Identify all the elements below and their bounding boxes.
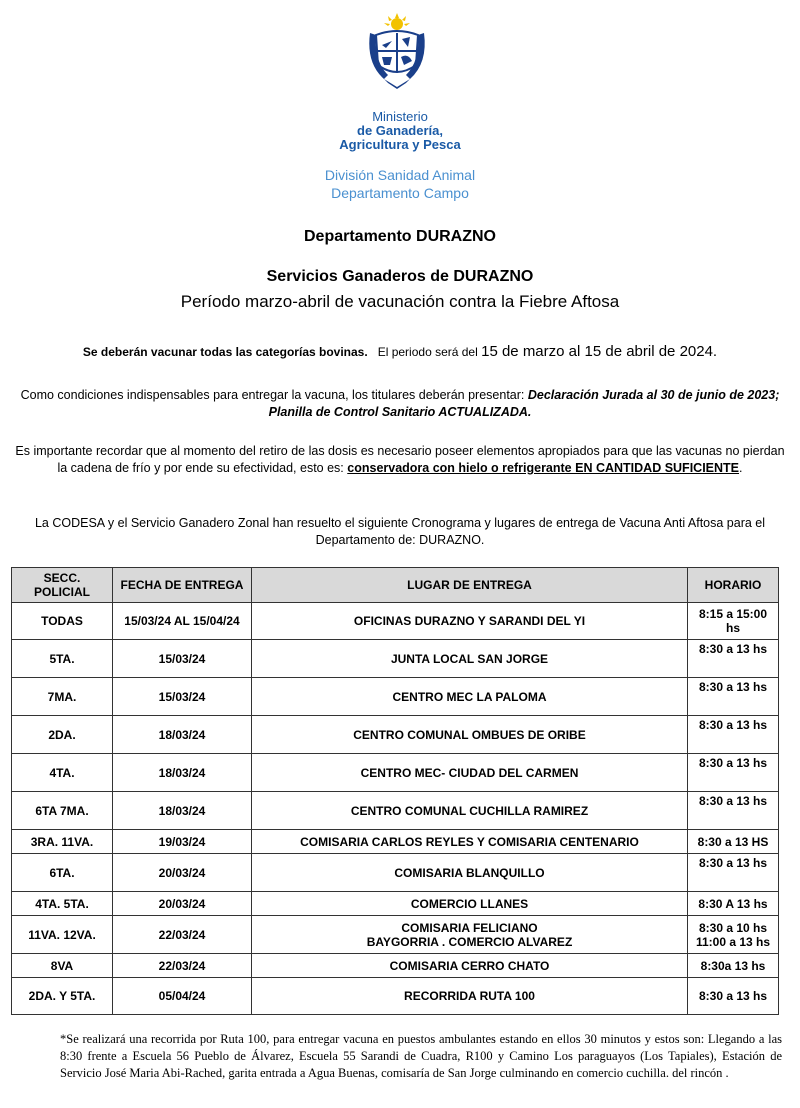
cell-horario: 8:30 a 13 hs (688, 792, 779, 830)
conditions-paragraph (14, 387, 786, 421)
cell-secc: 2DA. (12, 716, 113, 754)
cell-lugar: JUNTA LOCAL SAN JORGE (252, 640, 688, 678)
document-services-title: Servicios Ganaderos de DURAZNO (266, 268, 534, 285)
table-row (12, 854, 779, 892)
cell-fecha: 15/03/24 (113, 678, 252, 716)
cell-horario: 8:30 a 13 hs (688, 854, 779, 892)
cell-lugar: COMERCIO LLANES (252, 892, 688, 916)
header-secc-policial: SECC. POLICIAL (12, 568, 113, 603)
cell-horario-line2: 11:00 a 13 hs (695, 934, 771, 949)
cell-secc: 3RA. 11VA. (12, 830, 113, 854)
route-footnote: *Se realizará una recorrida por Ruta 100, para entregar vacuna en puestos ambulantes estando en ellos 30 minutos y estos son: Llegando a las 8:30 frente a Escuela 56 Pueblo de Álvarez, Escuela 55 Sarandi de Cuadra, R100 y Camino Los paraguayos (Los Tapiales), Estación de Servicio José Maria Abi-Rached, garita entrada a Agua Buenas, comisaría de San Jorge culminando en comercio cuchilla. del rincón . (60, 1032, 782, 1080)
table-row (12, 603, 779, 640)
cell-fecha: 05/04/24 (113, 978, 252, 1015)
cell-lugar-line2: BAYGORRIA . COMERCIO ALVAREZ (366, 934, 573, 949)
document-period-subtitle: Período marzo-abril de vacunación contra la Fiebre Aftosa (180, 292, 620, 311)
table-row (12, 916, 779, 954)
cell-fecha: 18/03/24 (113, 716, 252, 754)
cell-lugar: OFICINAS DURAZNO Y SARANDI DEL YI (252, 603, 688, 640)
table-row (12, 640, 779, 678)
ministry-name-line2: de Ganadería, (357, 123, 443, 138)
conditions-requirements: Declaración Jurada al 30 de junio de 2023; Planilla de Control Sanitario ACTUALIZADA. (268, 388, 780, 419)
cell-lugar: CENTRO COMUNAL CUCHILLA RAMIREZ (252, 792, 688, 830)
cell-lugar: CENTRO MEC- CIUDAD DEL CARMEN (252, 754, 688, 792)
cell-secc: 11VA. 12VA. (12, 916, 113, 954)
cell-horario: 8:30 A 13 hs (688, 892, 779, 916)
cell-lugar: COMISARIA BLANQUILLO (252, 854, 688, 892)
cell-fecha: 20/03/24 (113, 892, 252, 916)
table-row (12, 830, 779, 854)
cell-horario: 8:30 a 13 hs (688, 678, 779, 716)
header-fecha-entrega: FECHA DE ENTREGA (113, 568, 252, 603)
cell-secc: 2DA. Y 5TA. (12, 978, 113, 1015)
cell-secc: 7MA. (12, 678, 113, 716)
cell-lugar: CENTRO COMUNAL OMBUES DE ORIBE (252, 716, 688, 754)
cold-chain-requirement: conservadora con hielo o refrigerante EN CANTIDAD SUFICIENTE (347, 461, 740, 475)
cell-fecha: 18/03/24 (113, 792, 252, 830)
cell-fecha: 19/03/24 (113, 830, 252, 854)
cell-secc: TODAS (12, 603, 113, 640)
period-dates: 15 de marzo al 15 de abril de 2024. (481, 343, 718, 360)
period-intro: El periodo será del (377, 345, 478, 359)
division-name: División Sanidad Animal (324, 167, 476, 183)
table-row (12, 678, 779, 716)
table-row (12, 754, 779, 792)
table-row (12, 716, 779, 754)
cell-lugar: COMISARIA CARLOS REYLES Y COMISARIA CENTENARIO (252, 830, 688, 854)
cell-secc: 4TA. 5TA. (12, 892, 113, 916)
cold-chain-end: . (739, 461, 743, 475)
schedule-intro-paragraph: La CODESA y el Servicio Ganadero Zonal han resuelto el siguiente Cronograma y lugares de entrega de Vacuna Anti Aftosa para el Departamento de: DURAZNO. (34, 516, 766, 547)
cell-lugar: RECORRIDA RUTA 100 (252, 978, 688, 1015)
cell-lugar: COMISARIA CERRO CHATO (252, 954, 688, 978)
table-row (12, 954, 779, 978)
cell-fecha: 20/03/24 (113, 854, 252, 892)
coat-of-arms-logo (366, 13, 428, 91)
cell-lugar (252, 916, 688, 954)
cell-secc: 6TA 7MA. (12, 792, 113, 830)
cell-horario: 8:30 a 13 hs (688, 754, 779, 792)
document-department-title: Departamento DURAZNO (303, 228, 496, 245)
cold-chain-text: Es importante recordar que al momento del retiro de las dosis es necesario poseer elementos apropiados para que las vacunas no pierdan la cadena de frío y por ende su efectividad, esto es: (15, 444, 785, 475)
cell-horario: 8:30 a 13 hs (688, 978, 779, 1015)
cell-horario (688, 916, 779, 954)
cell-horario: 8:30a 13 hs (688, 954, 779, 978)
table-row (12, 978, 779, 1015)
table-header-row (12, 568, 779, 603)
cell-lugar-line1: COMISARIA FELICIANO (401, 920, 538, 935)
cell-secc: 8VA (12, 954, 113, 978)
cell-horario-line1: 8:30 a 10 hs (698, 920, 768, 935)
cell-horario: 8:30 a 13 hs (688, 716, 779, 754)
cell-secc: 4TA. (12, 754, 113, 792)
ministry-name-line3: Agricultura y Pesca (339, 137, 461, 152)
vaccination-period-paragraph (0, 343, 800, 360)
cell-fecha: 18/03/24 (113, 754, 252, 792)
header-horario: HORARIO (688, 568, 779, 603)
cell-horario: 8:30 a 13 HS (688, 830, 779, 854)
cell-fecha: 15/03/24 (113, 640, 252, 678)
table-row (12, 892, 779, 916)
cell-fecha: 22/03/24 (113, 916, 252, 954)
cell-fecha: 22/03/24 (113, 954, 252, 978)
cell-lugar: CENTRO MEC LA PALOMA (252, 678, 688, 716)
conditions-text: Como condiciones indispensables para entregar la vacuna, los titulares deberán presentar: (20, 388, 525, 402)
delivery-schedule-table (11, 567, 779, 1015)
cell-secc: 5TA. (12, 640, 113, 678)
cold-chain-paragraph (14, 443, 786, 477)
cell-horario: 8:30 a 13 hs (688, 640, 779, 678)
categories-statement: Se deberán vacunar todas las categorías bovinas. (82, 345, 368, 359)
department-name: Departamento Campo (331, 185, 469, 201)
cell-secc: 6TA. (12, 854, 113, 892)
cell-horario: 8:15 a 15:00 hs (688, 603, 779, 640)
header-lugar-entrega: LUGAR DE ENTREGA (252, 568, 688, 603)
ministry-name-line1: Ministerio (372, 109, 428, 124)
cell-fecha: 15/03/24 AL 15/04/24 (113, 603, 252, 640)
table-row (12, 792, 779, 830)
